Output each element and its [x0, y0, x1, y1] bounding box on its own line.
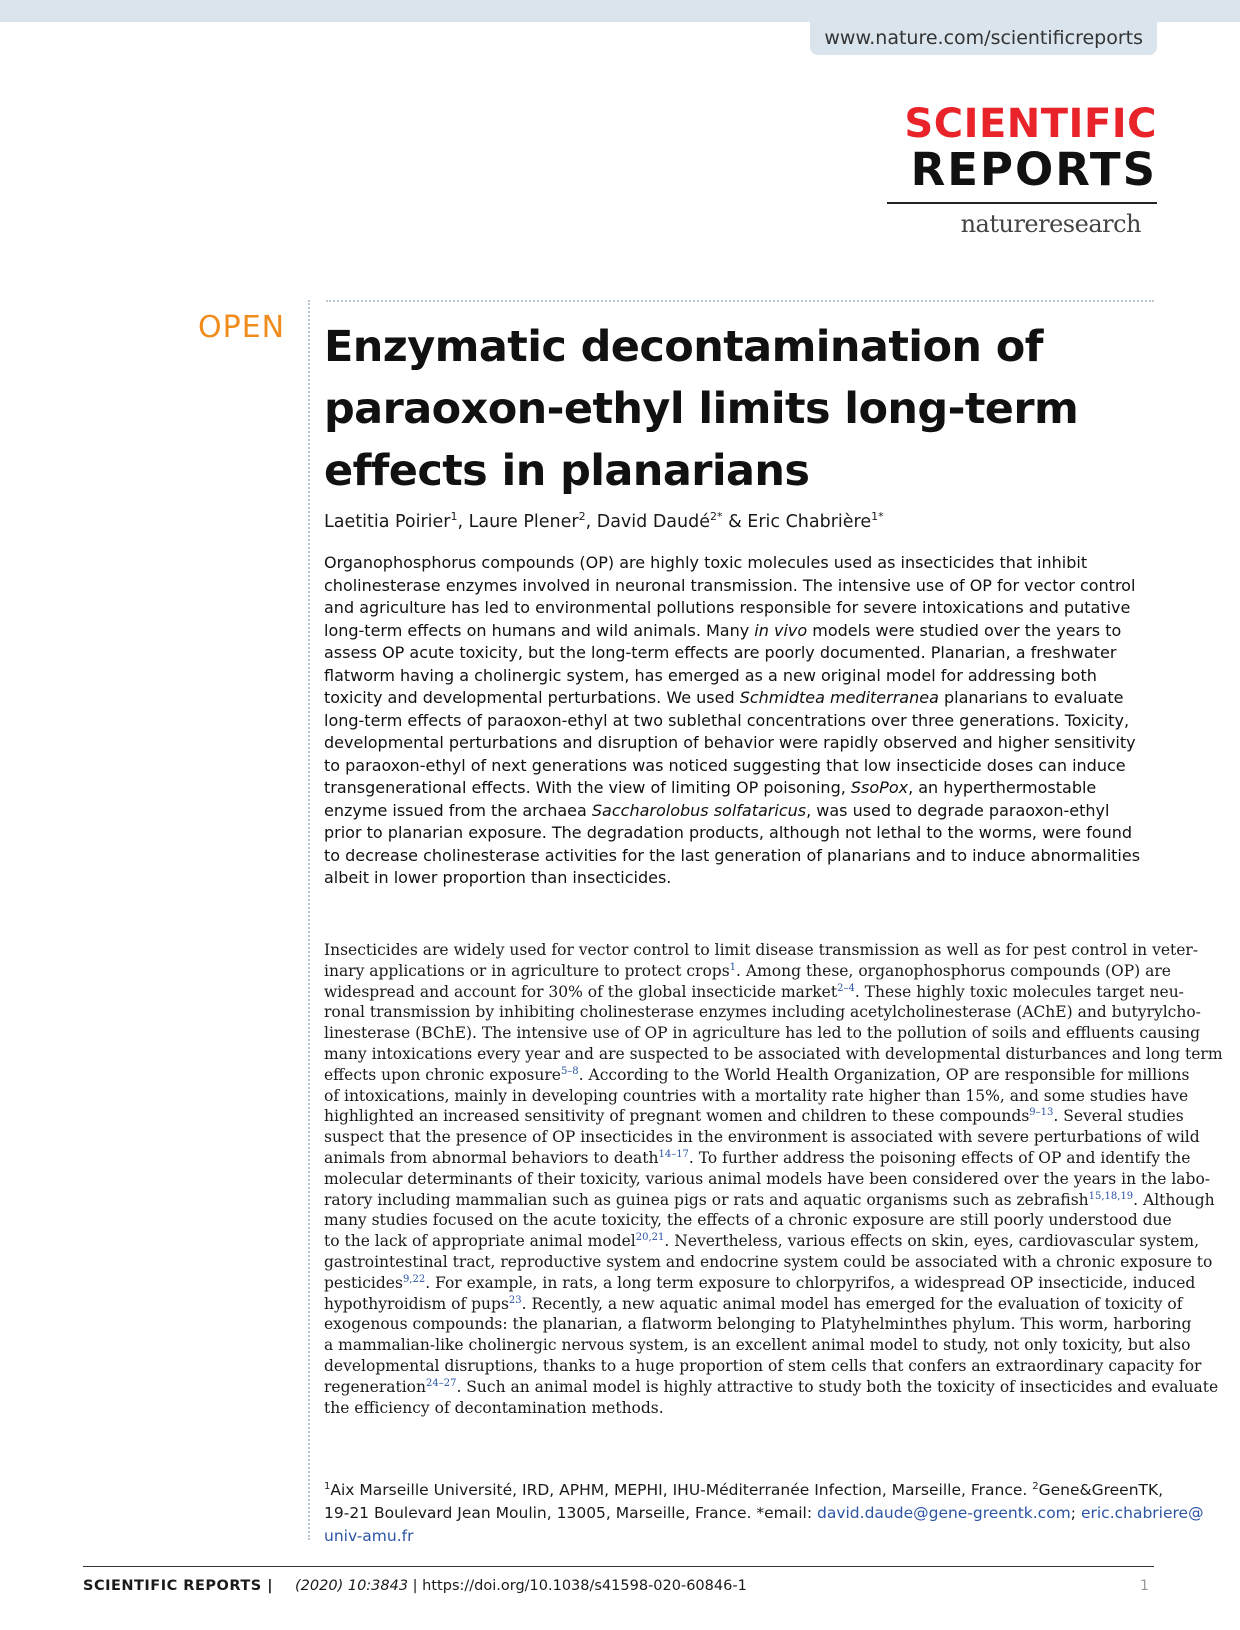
page-number: 1	[1140, 1578, 1149, 1594]
author-name[interactable]: Laetitia Poirier	[324, 511, 451, 532]
body-line: effects upon chronic exposure$^{5-8}$. According to the World Health Organization, OP are responsible for millions	[324, 1065, 1190, 1084]
logo-divider	[887, 202, 1157, 204]
citation-link[interactable]: 24–27	[425, 1377, 457, 1389]
journal-logo[interactable]	[887, 102, 1157, 238]
journal-url[interactable]: www.nature.com/scientificreports	[810, 22, 1157, 55]
separator: &	[722, 511, 748, 532]
affiliation-marker: 2	[1032, 1481, 1039, 1492]
logo-scientific: SCIENTIFIC	[904, 101, 1157, 147]
footer-divider	[83, 1566, 1154, 1567]
affiliation-marker: 1	[324, 1481, 331, 1492]
affiliation-line	[324, 1475, 1164, 1502]
footer-journal: SCIENTIFIC REPORTS |	[83, 1578, 274, 1594]
citation-link[interactable]: 2–4	[837, 982, 855, 994]
body-line: pesticides$^{9,22}$. For example, in rats, a long term exposure to chlorpyrifos, a widespread OP insecticide, induced	[324, 1273, 1196, 1292]
abstract-line: prior to planarian exposure. The degradation products, although not lethal to the worms, were found	[324, 823, 1133, 842]
body-line: regeneration$^{24-27}$. Such an animal model is highly attractive to study both the toxicity of insecticides and evaluate	[324, 1377, 1219, 1396]
affiliation-line	[324, 1502, 1204, 1525]
abstract-line: Organophosphorus compounds (OP) are highly toxic molecules used as insecticides that inhibit	[324, 553, 1088, 572]
citation-link[interactable]: 15,18,19	[1088, 1190, 1134, 1202]
logo-publisher: natureresearch	[960, 210, 1141, 238]
footer	[83, 1578, 747, 1594]
author-list	[324, 510, 884, 532]
citation-link[interactable]: 23	[508, 1294, 522, 1306]
abstract-line: cholinesterase enzymes involved in neuronal transmission. The intensive use of OP for vector control	[324, 575, 1136, 595]
logo-reports: REPORTS	[910, 143, 1157, 196]
body-line: animals from abnormal behaviors to death$^{14-17}$. To further address the poisoning effects of OP and identify the	[324, 1148, 1191, 1167]
abstract-line: enzyme issued from the archaea Saccharolobus solfataricus, was used to degrade paraoxon-ethyl	[324, 800, 1110, 820]
email-link[interactable]: david.daude@gene-greentk.com	[816, 1504, 1071, 1523]
separator: ;	[1070, 1504, 1081, 1523]
citation-link[interactable]: 14–17	[658, 1148, 689, 1160]
abstract-line: long-term effects of paraoxon-ethyl at two sublethal concentrations over three generations. Toxicity,	[324, 710, 1130, 730]
citation-link[interactable]: 20,21	[635, 1232, 665, 1243]
footer-doi-link[interactable]: | https://doi.org/10.1038/s41598-020-60846-1	[408, 1578, 747, 1594]
abstract-line: developmental perturbations and disruption of behavior were rapidly observed and higher sensitivity	[324, 733, 1136, 752]
body-line: molecular determinants of their toxicity, various animal models have been considered over the years in the labo-	[324, 1169, 1211, 1188]
email-link[interactable]: univ-amu.fr	[324, 1527, 414, 1546]
body-line: inary applications or in agriculture to protect crops$^1$. Among these, organophosphorus compounds (OP) are	[324, 961, 1171, 980]
body-line: to the lack of appropriate animal model$^{20,21}$. Nevertheless, various effects on skin, eyes, cardiovascular system,	[324, 1232, 1199, 1251]
separator: ,	[457, 511, 469, 532]
article-title: Enzymatic decontamination of paraoxon-ethyl limits long-term effects in planarians	[324, 322, 1079, 496]
left-dotted-rule	[308, 300, 310, 1540]
body-line: gastrointestinal tract, reproductive system and endocrine system could be associated with a chronic exposure to	[324, 1252, 1213, 1271]
body-line: exogenous compounds: the planarian, a flatworm belonging to Platyhelminthes phylum. This worm, harboring	[324, 1315, 1192, 1334]
top-color-bar	[0, 0, 1240, 22]
body-line: ratory including mammalian such as guinea pigs or rats and aquatic organisms such as zebrafish$^{15,18,19}$. Although	[324, 1190, 1215, 1209]
top-dotted-rule	[326, 300, 1154, 302]
affiliation-marker: 1*	[871, 510, 884, 523]
body-line: highlighted an increased sensitivity of pregnant women and children to these compounds$^{9-13}$. Several studies	[324, 1107, 1184, 1126]
body-line: hypothyroidism of pups$^{23}$. Recently, a new aquatic animal model has emerged for the evaluation of toxicity of	[324, 1294, 1183, 1313]
body-line: linesterase (BChE). The intensive use of OP in agriculture has led to the pollution of soils and effluents causing	[324, 1024, 1200, 1043]
body-line: suspect that the presence of OP insecticides in the environment is associated with severe perturbations of wild	[324, 1128, 1200, 1147]
abstract-line: albeit in lower proportion than insecticides.	[324, 868, 672, 887]
footer-citation: (2020) 10:3843	[295, 1578, 409, 1594]
separator: ,	[585, 511, 597, 532]
affiliation-marker: 2	[578, 510, 586, 523]
abstract-line: toxicity and developmental perturbations. We used Schmidtea mediterranea planarians to evaluate	[324, 688, 1124, 707]
body-line: developmental disruptions, thanks to a huge proportion of stem cells that confers an extraordinary capacity for	[324, 1356, 1202, 1375]
affiliation-text: 19-21 Boulevard Jean Moulin, 13005, Marseille, France. *email:	[324, 1504, 817, 1523]
body-line: ronal transmission by inhibiting cholinesterase enzymes including acetylcholinesterase (AChE) and butyrylcho-	[324, 1003, 1201, 1022]
abstract-line: to paraoxon-ethyl of next generations was noticed suggesting that low insecticide doses can induce	[324, 755, 1126, 775]
abstract-line: transgenerational effects. With the view of limiting OP poisoning, SsoPox, an hyperthermostable	[324, 778, 1097, 797]
citation-link[interactable]: 5–8	[560, 1065, 579, 1077]
body-line: many studies focused on the acute toxicity, the effects of a chronic exposure are still poorly understood due	[324, 1211, 1172, 1230]
abstract-line: assess OP acute toxicity, but the long-term effects are poorly documented. Planarian, a freshwater	[324, 643, 1117, 662]
abstract-line: to decrease cholinesterase activities for the last generation of planarians and to induce abnormalities	[324, 845, 1141, 865]
open-access-badge: OPEN	[198, 310, 286, 345]
author-name[interactable]: David Daudé	[596, 511, 710, 532]
citation-link[interactable]: 9,22	[402, 1273, 426, 1285]
affiliation-text: Aix Marseille Université, IRD, APHM, MEPHI, IHU-Méditerranée Infection, Marseille, France.	[330, 1481, 1033, 1500]
author-name[interactable]: Eric Chabrière	[747, 511, 872, 532]
affiliation-marker: 1	[450, 510, 458, 523]
body-text	[324, 940, 1223, 1418]
abstract-line: long-term effects on humans and wild animals. Many in vivo models were studied over the years to	[324, 620, 1122, 640]
body-line: a mammalian-like cholinergic nervous system, is an excellent animal model to study, not only toxicity, but also	[324, 1336, 1191, 1355]
affiliation-text: Gene&GreenTK,	[1038, 1481, 1164, 1500]
affiliation-line	[324, 1525, 1154, 1548]
body-line: many intoxications every year and are suspected to be associated with developmental disturbances and long term	[324, 1044, 1223, 1063]
citation-link[interactable]: 1	[729, 961, 737, 973]
affiliation-marker: 2*	[710, 510, 723, 523]
body-line: widespread and account for 30% of the global insecticide market$^{2-4}$. These highly toxic molecules target neu-	[324, 982, 1184, 1001]
citation-link[interactable]: 9–13	[1029, 1107, 1054, 1119]
author-name[interactable]: Laure Plener	[468, 511, 579, 532]
email-link[interactable]: eric.chabriere@	[1080, 1504, 1204, 1523]
abstract-line: flatworm having a cholinergic system, has emerged as a new original model for addressing both	[324, 665, 1097, 685]
affiliations	[324, 1475, 1204, 1548]
abstract-line: and agriculture has led to environmental pollutions responsible for severe intoxications and putative	[324, 598, 1131, 617]
body-line: Insecticides are widely used for vector control to limit disease transmission as well as for pest control in veter-	[324, 941, 1199, 959]
abstract	[324, 552, 1154, 890]
body-line: the efficiency of decontamination methods.	[324, 1398, 664, 1417]
body-line: of intoxications, mainly in developing countries with a mortality rate higher than 15%, and some studies have	[324, 1086, 1189, 1105]
